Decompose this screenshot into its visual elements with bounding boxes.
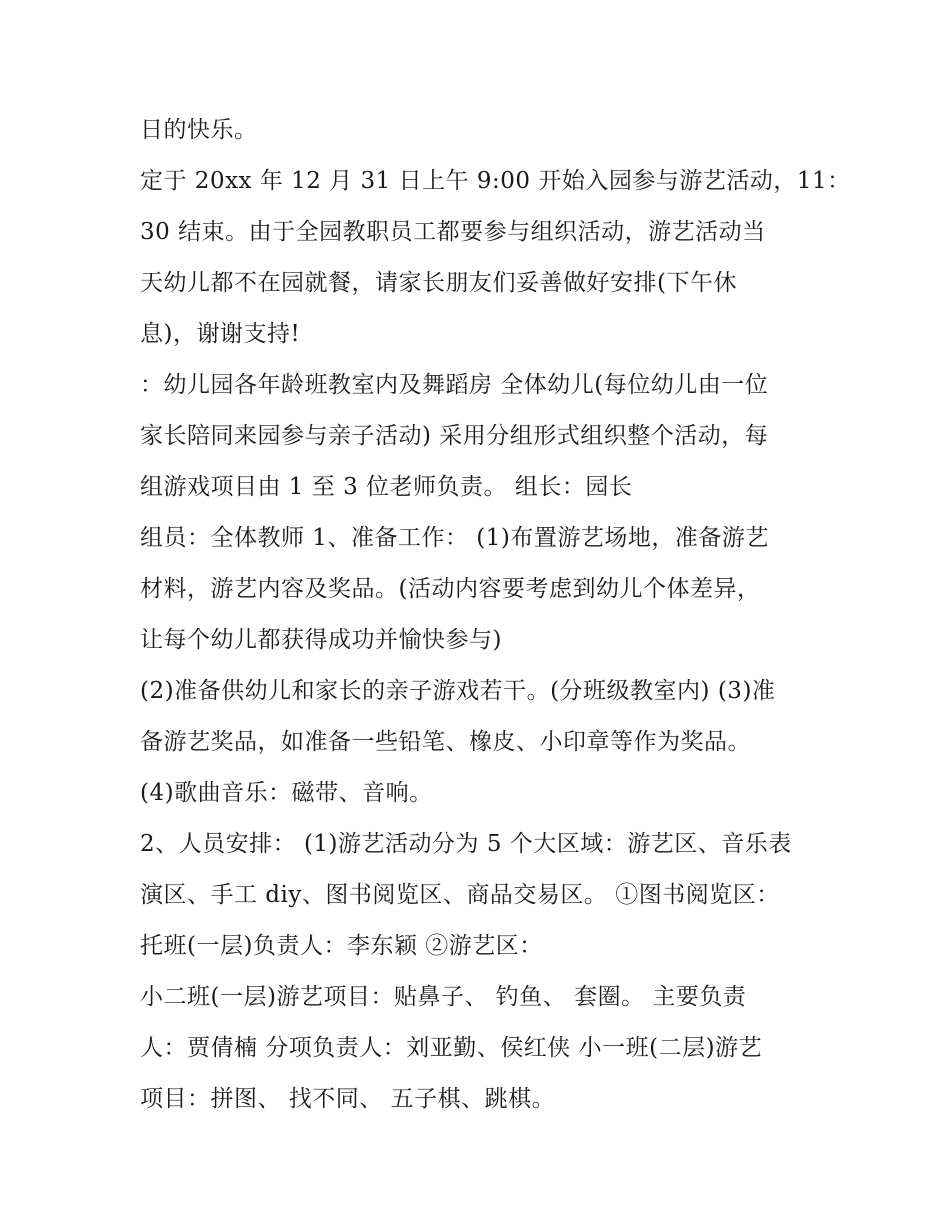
paragraph-line: 材料，游艺内容及奖品。(活动内容要考虑到幼儿个体差异， — [140, 576, 761, 602]
paragraph-line: (4)歌曲音乐：磁带、音响。 — [140, 780, 433, 806]
paragraph-line: 小二班(一层)游艺项目：贴鼻子、 钓鱼、 套圈。 主要负责 — [140, 984, 747, 1010]
paragraph-line: 定于 20xx 年 12 月 31 日上午 9:00 开始入园参与游艺活动，11： — [140, 168, 851, 194]
paragraph-line: 2、人员安排： (1)游艺活动分为 5 个大区域：游艺区、音乐表 — [140, 831, 792, 857]
paragraph-line: 让每个幼儿都获得成功并愉快参与) — [140, 627, 502, 653]
paragraph-line: 演区、手工 diy、图书阅览区、商品交易区。 ①图书阅览区： — [140, 882, 780, 908]
paragraph-line: 项目：拼图、 找不同、 五子棋、跳棋。 — [140, 1086, 556, 1112]
paragraph-line: 家长陪同来园参与亲子活动) 采用分组形式组织整个活动，每 — [140, 423, 769, 449]
paragraph-line: 30 结束。由于全园教职员工都要参与组织活动，游艺活动当 — [140, 219, 766, 245]
paragraph-line: 备游艺奖品，如准备一些铅笔、橡皮、小印章等作为奖品。 — [140, 729, 751, 755]
paragraph-line: 息)，谢谢支持! — [140, 321, 301, 347]
paragraph-line: 人：贾倩楠 分项负责人：刘亚勤、侯红侠 小一班(二层)游艺 — [140, 1035, 763, 1061]
paragraph-line: ：幼儿园各年龄班教室内及舞蹈房 全体幼儿(每位幼儿由一位 — [140, 372, 769, 398]
paragraph-line: (2)准备供幼儿和家长的亲子游戏若干。(分班级教室内) (3)准 — [140, 678, 776, 704]
paragraph-line: 天幼儿都不在园就餐，请家长朋友们妥善做好安排(下午休 — [140, 270, 737, 296]
paragraph-line: 托班(一层)负责人：李东颖 ②游艺区： — [140, 933, 543, 959]
paragraph-line: 组游戏项目由 1 至 3 位老师负责。 组长：园长 — [140, 474, 633, 500]
paragraph-line: 日的快乐。 — [140, 117, 258, 143]
paragraph-line: 组员：全体教师 1、准备工作： (1)布置游艺场地，准备游艺 — [140, 525, 769, 551]
